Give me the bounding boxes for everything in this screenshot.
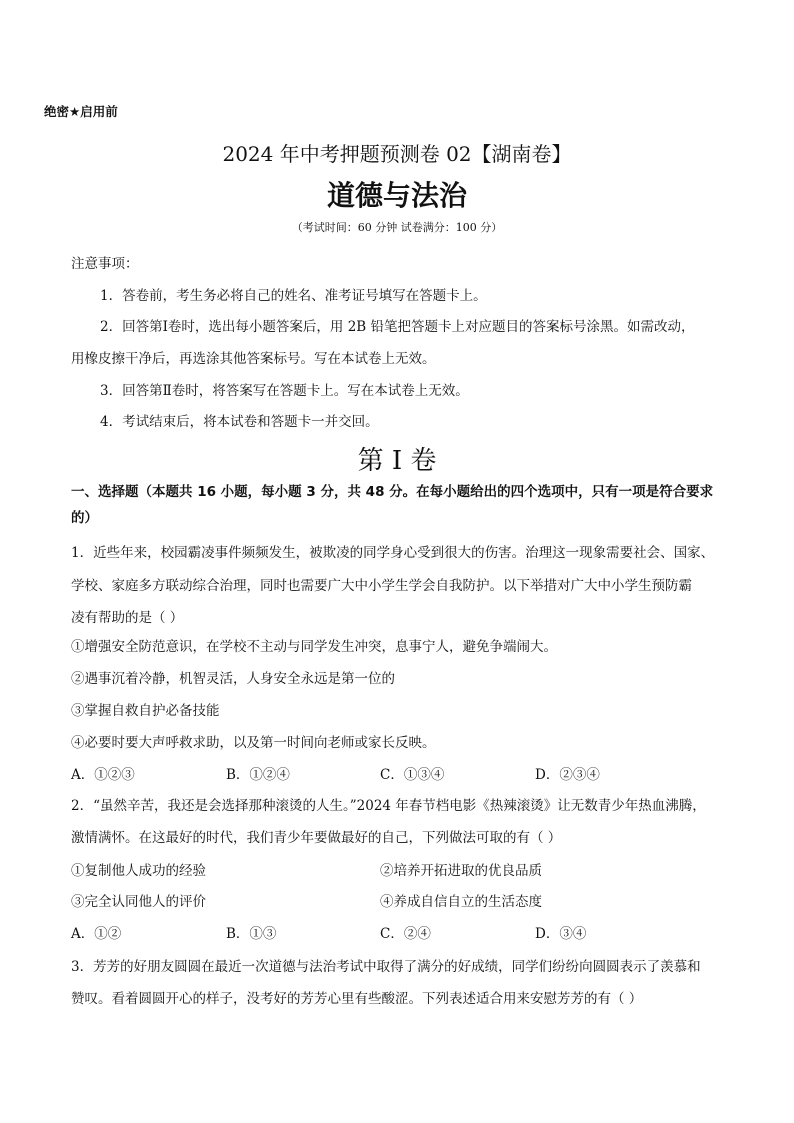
question-2-option-b: B．①③ — [226, 926, 277, 942]
question-2-stem-line-1: 2．“虽然辛苦，我还是会选择那种滚烫的人生。”2024 年春节档电影《热辣滚烫》让无数青少年热血沸腾， — [71, 798, 706, 814]
question-1-statement-1: ①增强安全防范意识，在学校不主动与同学发生冲突，息事宁人，避免争端闹大。 — [71, 639, 557, 655]
exam-title: 2024 年中考押题预测卷 02【湖南卷】 — [222, 142, 572, 166]
question-2-option-a: A．①② — [71, 926, 122, 942]
notice-item-3: 3．回答第Ⅱ卷时，将答案写在答题卡上。写在本试卷上无效。 — [100, 383, 469, 399]
notice-item-2-continued: 用橡皮擦干净后，再选涂其他答案标号。写在本试卷上无效。 — [71, 351, 436, 367]
section-instruction: 一、选择题（本题共 16 小题，每小题 3 分，共 48 分。在每小题给出的四个选项中，只有一项是符合要求 — [71, 484, 714, 500]
question-1-option-c: C．①③④ — [380, 767, 445, 783]
question-1-statement-4: ④必要时要大声呼救求助，以及第一时间向老师或家长反映。 — [71, 735, 436, 751]
notice-item-1: 1．答卷前，考生务必将自己的姓名、准考证号填写在答题卡上。 — [100, 288, 487, 304]
question-2-statement-3: ③完全认同他人的评价 — [71, 894, 206, 910]
question-1-stem-line-2: 学校、家庭多方联动综合治理，同时也需要广大中小学生学会自我防护。以下举措对广大中小学生预防霸 — [71, 578, 692, 594]
notice-item-2: 2．回答第Ⅰ卷时，选出每小题答案后，用 2B 铅笔把答题卡上对应题目的答案标号涂黑。如需改动， — [100, 319, 695, 335]
question-1-statement-2: ②遇事沉着冷静，机智灵活，人身安全永远是第一位的 — [71, 671, 395, 687]
question-1-stem-line-1: 1．近些年来，校园霸凌事件频频发生，被欺凌的同学身心受到很大的伤害。治理这一现象需要社会、国家、 — [71, 545, 715, 561]
question-2-statement-1: ①复制他人成功的经验 — [71, 863, 206, 879]
confidential-label: 绝密★启用前 — [44, 104, 118, 119]
question-2-option-c: C．②④ — [380, 926, 431, 942]
question-3-stem-line-2: 赞叹。看着圆圆开心的样子，没考好的芳芳心里有些酸涩。下列表述适合用来安慰芳芳的有（ ） — [71, 991, 643, 1007]
question-3-stem-line-1: 3．芳芳的好朋友圆圆在最近一次道德与法治考试中取得了满分的好成绩，同学们纷纷向圆圆表示了羡慕和 — [71, 959, 701, 975]
volume-title: 第 I 卷 — [357, 446, 437, 476]
question-2-option-d: D．③④ — [535, 926, 587, 942]
question-2-statement-4: ④养成自信自立的生活态度 — [380, 894, 542, 910]
question-2-statement-2: ②培养开拓进取的优良品质 — [380, 863, 542, 879]
question-1-option-a: A．①②③ — [71, 767, 135, 783]
section-instruction-continued: 的） — [71, 510, 98, 526]
notice-heading: 注意事项： — [71, 256, 139, 272]
question-1-option-d: D．②③④ — [535, 767, 600, 783]
subject-title: 道德与法治 — [326, 179, 467, 212]
question-1-stem-line-3: 凌有帮助的是（ ） — [71, 610, 184, 626]
notice-item-4: 4．考试结束后，将本试卷和答题卡一并交回。 — [100, 414, 379, 430]
question-2-stem-line-2: 激情满怀。在这最好的时代，我们青少年要做最好的自己，下列做法可取的有（ ） — [71, 830, 562, 846]
question-1-statement-3: ③掌握自救自护必备技能 — [71, 703, 220, 719]
exam-info: （考试时间：60 分钟 试卷满分：100 分） — [291, 221, 503, 234]
question-1-option-b: B．①②④ — [226, 767, 290, 783]
